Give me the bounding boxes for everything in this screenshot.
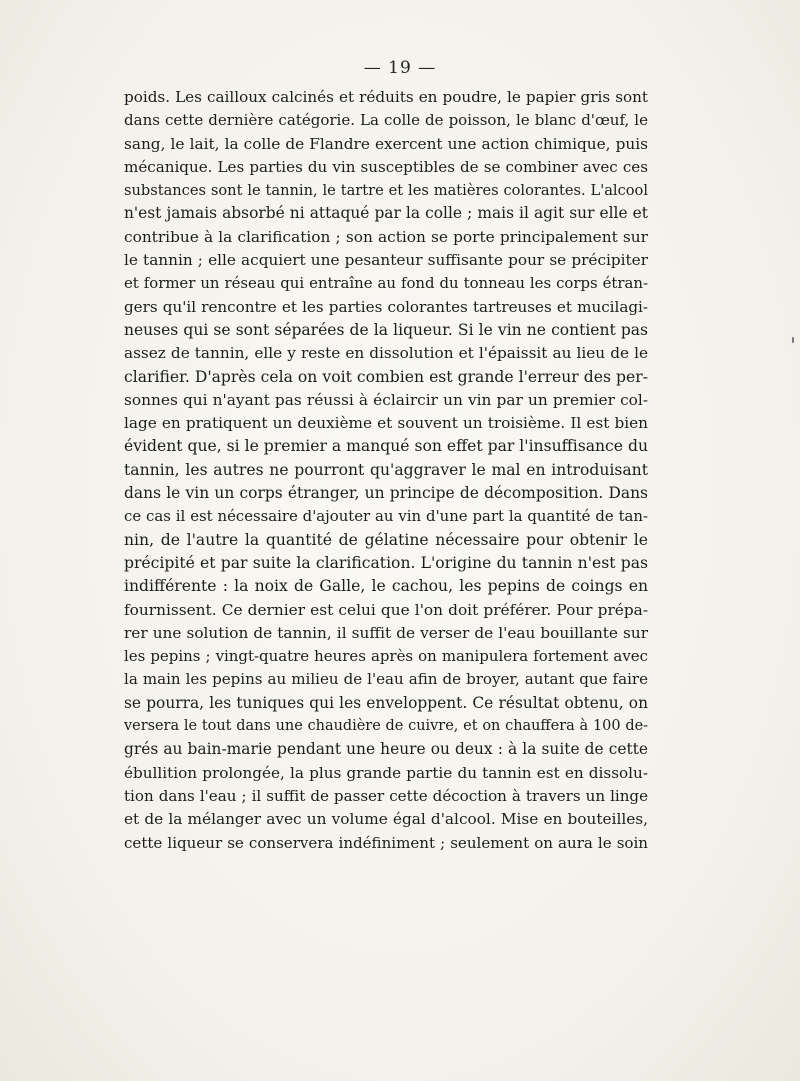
text-line: tannin, les autres ne pourront qu'aggraver le mal en introduisant xyxy=(124,460,648,479)
text-line: et former un réseau qui entraîne au fond du tonneau les corps étran- xyxy=(124,274,648,293)
text-line: nin, de l'autre la quantité de gélatine nécessaire pour obtenir le xyxy=(124,530,648,549)
text-line: sonnes qui n'ayant pas réussi à éclaircir un vin par un premier col- xyxy=(124,390,648,409)
text-line: tion dans l'eau ; il suffit de passer cette décoction à travers un linge xyxy=(124,786,648,805)
text-line: versera le tout dans une chaudière de cuivre, et on chauffera à 100 de- xyxy=(124,718,648,735)
text-line: le tannin ; elle acquiert une pesanteur suffisante pour se précipiter xyxy=(124,251,648,270)
text-line: sang, le lait, la colle de Flandre exercent une action chimique, puis xyxy=(124,134,648,153)
text-line: clarifier. D'après cela on voit combien est grande l'erreur des per- xyxy=(124,367,648,386)
text-line: n'est jamais absorbé ni attaqué par la colle ; mais il agit sur elle et xyxy=(124,204,648,223)
text-line: grés au bain-marie pendant une heure ou deux : à la suite de cette xyxy=(124,740,648,759)
text-line: indifférente : la noix de Galle, le cachou, les pepins de coings en xyxy=(124,577,648,596)
body-text xyxy=(124,86,648,855)
text-line: cette liqueur se conservera indéfiniment ; seulement on aura le soin xyxy=(124,833,648,852)
text-line: mécanique. Les parties du vin susceptibles de se combiner avec ces xyxy=(124,157,648,176)
text-line: évident que, si le premier a manqué son effet par l'insuffisance du xyxy=(124,437,648,456)
page-number: — 19 — xyxy=(363,58,437,78)
margin-speck xyxy=(792,337,794,343)
text-line: les pepins ; vingt-quatre heures après on manipulera fortement avec xyxy=(124,647,648,666)
text-line: assez de tannin, elle y reste en dissolution et l'épaissit au lieu de le xyxy=(124,344,648,363)
text-line: contribue à la clarification ; son action se porte principalement sur xyxy=(124,227,648,246)
text-line: neuses qui se sont séparées de la liqueur. Si le vin ne contient pas xyxy=(124,320,648,339)
text-line: ce cas il est nécessaire d'ajouter au vin d'une part la quantité de tan- xyxy=(124,507,648,526)
text-line: poids. Les cailloux calcinés et réduits en poudre, le papier gris sont xyxy=(124,88,648,106)
text-line: dans cette dernière catégorie. La colle de poisson, le blanc d'œuf, le xyxy=(124,111,648,130)
text-line: se pourra, les tuniques qui les enveloppent. Ce résultat obtenu, on xyxy=(124,693,648,712)
text-line: la main les pepins au milieu de l'eau afin de broyer, autant que faire xyxy=(124,670,648,689)
text-line: lage en pratiquent un deuxième et souvent un troisième. Il est bien xyxy=(124,414,648,433)
text-line: précipité et par suite la clarification. L'origine du tannin n'est pas xyxy=(124,553,648,572)
text-line: et de la mélanger avec un volume égal d'alcool. Mise en bouteilles, xyxy=(124,810,648,829)
text-line: gers qu'il rencontre et les parties colorantes tartreuses et mucilagi- xyxy=(124,297,648,316)
text-line: dans le vin un corps étranger, un principe de décomposition. Dans xyxy=(124,484,648,503)
text-line: ébullition prolongée, la plus grande partie du tannin est en dissolu- xyxy=(124,763,648,782)
text-line: rer une solution de tannin, il suffit de verser de l'eau bouillante sur xyxy=(124,623,648,642)
text-line: substances sont le tannin, le tartre et les matières colorantes. L'alcool xyxy=(124,182,648,200)
text-line: fournissent. Ce dernier est celui que l'on doit préférer. Pour prépa- xyxy=(124,600,648,619)
